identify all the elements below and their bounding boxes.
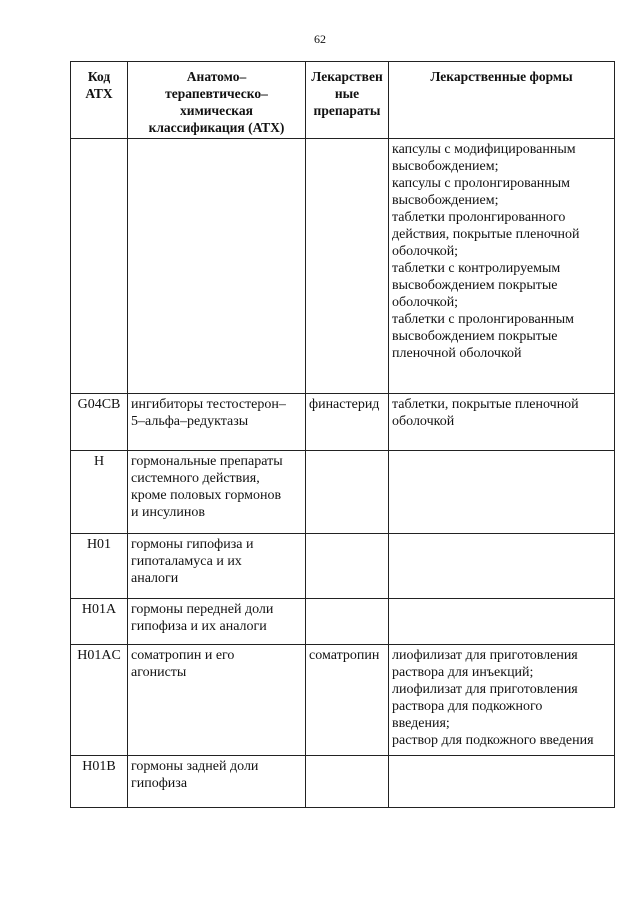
classification-cell: [128, 756, 306, 808]
classification-line: кроме половых гормонов: [131, 488, 282, 503]
header-classification-line: химическая: [180, 103, 253, 118]
header-classification-line: классификация (АТХ): [148, 120, 285, 135]
classification-cell: [128, 451, 306, 534]
table-row: [71, 645, 615, 756]
table-row: [71, 599, 615, 645]
atx-code-cell: H01A: [71, 599, 128, 645]
atx-code-cell: H01: [71, 534, 128, 599]
dosage-form-line: таблетки с контролируемым: [392, 261, 561, 276]
classification-line: гипофиза: [131, 776, 188, 791]
classification-line: ингибиторы тестостерон–: [131, 397, 286, 412]
atx-code-cell: H: [71, 451, 128, 534]
atx-code-cell: G04CB: [71, 394, 128, 451]
header-drugs: [306, 62, 389, 139]
classification-line: гипофиза и их аналоги: [131, 619, 267, 634]
classification-cell: [128, 394, 306, 451]
drug-cell: [306, 599, 389, 645]
dosage-form-line: лиофилизат для приготовления: [392, 648, 578, 663]
header-classification-line: терапевтическо–: [165, 86, 268, 101]
drug-cell: [306, 534, 389, 599]
drug-cell: [306, 139, 389, 394]
dosage-forms-cell: [389, 756, 615, 808]
dosage-forms-cell: [389, 451, 615, 534]
table-row: [71, 394, 615, 451]
classification-line: гормоны передней доли: [131, 602, 274, 617]
dosage-form-line: введения;: [392, 716, 450, 731]
classification-line: и инсулинов: [131, 505, 205, 520]
dosage-form-line: таблетки пролонгированного: [392, 210, 566, 225]
dosage-form-line: раствора для инъекций;: [392, 665, 534, 680]
header-code-line: Код: [87, 69, 111, 84]
page-number: 62: [314, 32, 326, 46]
dosage-form-line: действия, покрытые пленочной: [392, 227, 580, 242]
dosage-form-line: высвобождением;: [392, 159, 499, 174]
header-drugs-line: Лекарствен: [311, 69, 383, 84]
dosage-form-line: раствора для подкожного: [392, 699, 543, 714]
table-header-row: [71, 62, 615, 139]
header-classification: [128, 62, 306, 139]
dosage-form-line: раствор для подкожного введения: [392, 733, 594, 748]
dosage-forms-cell: [389, 139, 615, 394]
dosage-form-line: капсулы с пролонгированным: [392, 176, 571, 191]
classification-line: соматропин и его: [131, 648, 235, 663]
dosage-form-line: высвобождением покрытые: [392, 329, 558, 344]
dosage-form-line: оболочкой: [392, 414, 455, 429]
header-code: [71, 62, 128, 139]
classification-line: агонисты: [131, 665, 187, 680]
classification-cell: [128, 534, 306, 599]
dosage-forms-cell: [389, 645, 615, 756]
table-row: [71, 756, 615, 808]
drug-cell: [306, 756, 389, 808]
dosage-form-line: таблетки с пролонгированным: [392, 312, 575, 327]
atx-table: [70, 61, 615, 808]
header-drugs-line: ные: [334, 86, 360, 101]
table-row: [71, 451, 615, 534]
classification-line: системного действия,: [131, 471, 260, 486]
classification-line: гормональные препараты: [131, 454, 283, 469]
drug-cell: [306, 451, 389, 534]
dosage-forms-cell: [389, 534, 615, 599]
header-forms: [389, 62, 615, 139]
header-drugs-line: препараты: [313, 103, 381, 118]
classification-line: 5–альфа–редуктазы: [131, 414, 249, 429]
dosage-form-line: лиофилизат для приготовления: [392, 682, 578, 697]
classification-line: гормоны гипофиза и: [131, 537, 254, 552]
dosage-form-line: оболочкой;: [392, 295, 459, 310]
classification-line: гормоны задней доли: [131, 759, 259, 774]
dosage-form-line: высвобождением покрытые: [392, 278, 558, 293]
header-forms-line: Лекарственные формы: [430, 69, 573, 84]
header-classification-line: Анатомо–: [186, 69, 247, 84]
dosage-form-line: высвобождением;: [392, 193, 499, 208]
table-row: [71, 534, 615, 599]
dosage-form-line: таблетки, покрытые пленочной: [392, 397, 579, 412]
dosage-form-line: капсулы с модифицированным: [392, 142, 576, 157]
atx-code-cell: [71, 139, 128, 394]
atx-code-cell: H01AC: [71, 645, 128, 756]
drug-cell: финастерид: [306, 394, 389, 451]
dosage-form-line: оболочкой;: [392, 244, 459, 259]
dosage-form-line: пленочной оболочкой: [392, 346, 522, 361]
classification-line: гипоталамуса и их: [131, 554, 242, 569]
header-code-line: АТХ: [85, 86, 113, 101]
classification-cell: [128, 599, 306, 645]
classification-cell: [128, 139, 306, 394]
classification-line: аналоги: [131, 571, 179, 586]
table-row: [71, 139, 615, 394]
dosage-forms-cell: [389, 599, 615, 645]
classification-cell: [128, 645, 306, 756]
atx-code-cell: H01B: [71, 756, 128, 808]
dosage-forms-cell: [389, 394, 615, 451]
drug-cell: соматропин: [306, 645, 389, 756]
